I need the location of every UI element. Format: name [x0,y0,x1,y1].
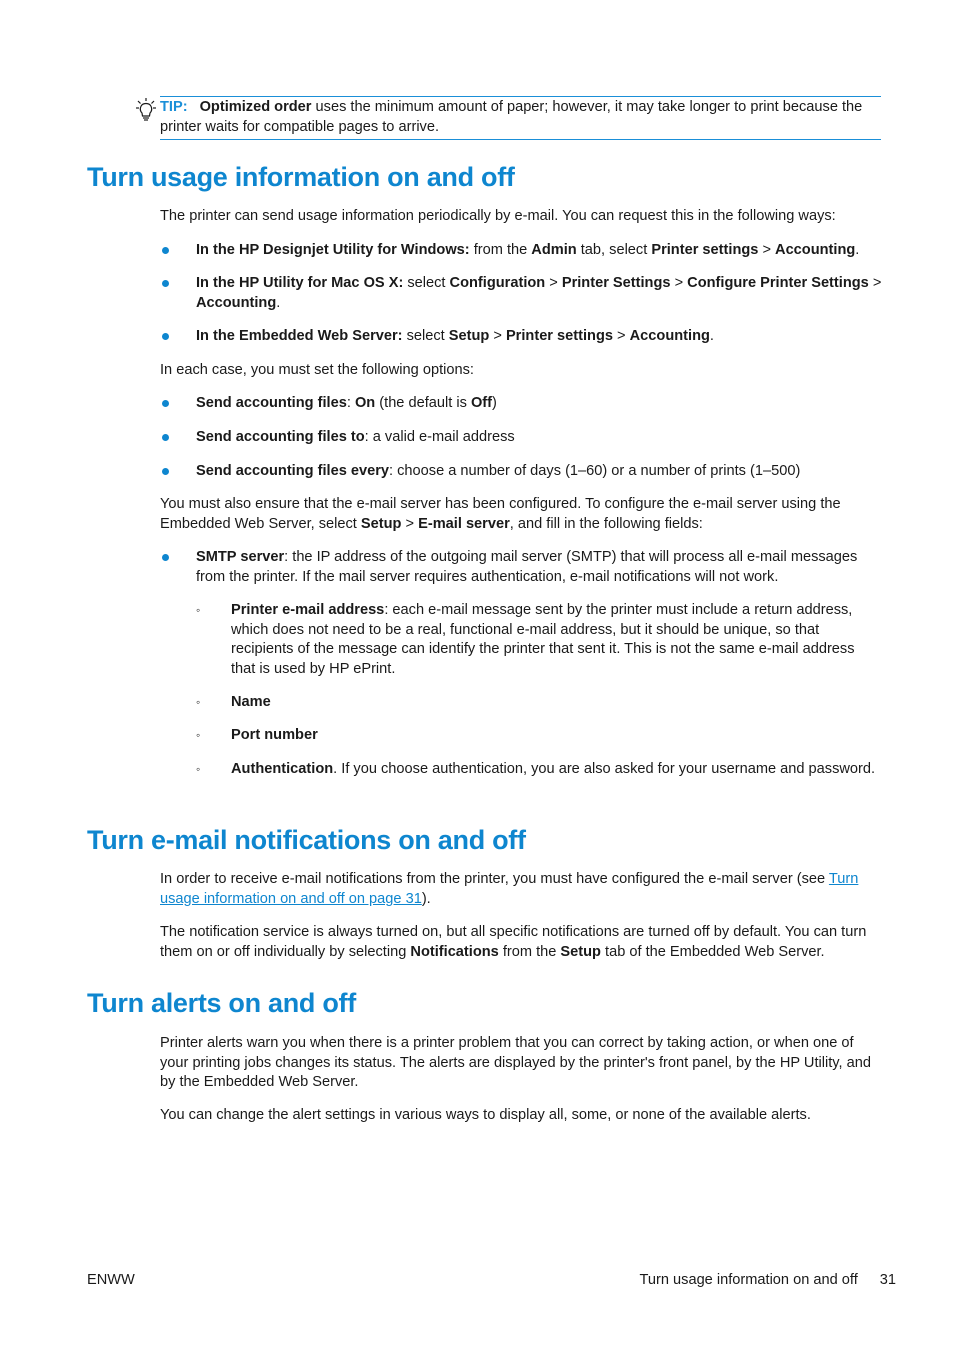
bold-run: Accounting [775,242,856,258]
option-item [196,394,886,414]
bold-run: Printer settings [505,328,613,344]
text-run: select [403,275,450,291]
bold-run: Admin [531,242,577,258]
text-run: . [709,328,714,344]
bold-run: Send accounting files every [196,463,390,479]
lightbulb-icon [136,97,156,123]
bullet-icon [162,434,169,441]
option-item [196,428,886,448]
bold-run: Setup [560,943,601,960]
option-item [196,462,886,482]
text-run: , and fill in the following fields: [509,515,703,532]
text-run: > [670,275,688,291]
bold-run: Setup [448,328,490,344]
subfield-item [231,693,881,713]
bold-run: In the HP Designjet Utility for Windows: [196,242,470,258]
tip-box [160,96,881,140]
heading-alerts: Turn alerts on and off [87,988,356,1018]
alerts-p1: Printer alerts warn you when there is a printer problem that you can correct by taking action, or when one of your printing jobs changes its status. The alerts are displayed by the printer's front panel, by the HP Utility, and by the Embedded Web Server. [160,1035,871,1090]
bullet-icon [162,333,169,340]
bullet-icon [162,280,169,287]
text-run: > [868,275,882,291]
text-run: . [855,242,860,258]
tip-bold: Optimized order [199,99,312,115]
usage-intro: The printer can send usage information periodically by e-mail. You can request this in the following ways: [160,208,836,224]
bold-run: On [354,395,376,411]
text-run: > [545,275,562,291]
circle-bullet-icon: ◦ [196,728,201,742]
bullet-icon [162,554,169,561]
email-p1-before: In order to receive e-mail notifications from the printer, you must have configured the e-mail server (see [160,871,829,887]
text-run: > [613,328,630,344]
text-run: ) [492,395,497,411]
text-run: > [489,328,506,344]
email-p1-after: ). [421,890,431,907]
text-run: tab of the Embedded Web Server. [600,943,825,960]
email-p1 [160,870,880,909]
text-run: : each e-mail message sent by the printer must include a return address, which does not need to be a real, functional e-mail address, but it should be unique, so that recipients of the message can identify the printer that sent it. This is not the same e-mail address that is used by HP ePrint. [231,602,855,677]
bold-run: Send accounting files [196,395,347,411]
bold-run: Configure Printer Settings [687,275,869,291]
bold-run: Port number [231,727,318,743]
server-intro [160,495,880,534]
bold-run: Authentication [231,761,334,777]
text-run: (the default is [375,395,471,411]
bold-run: In the Embedded Web Server: [196,328,403,344]
smtp-item [196,548,886,587]
email-p2 [160,923,880,962]
text-run: : the IP address of the outgoing mail server (SMTP) that will process all e-mail messages from the printer. If the mail server requires authentication, e-mail notifications will not work. [196,549,858,585]
heading-usage: Turn usage information on and off [87,162,515,192]
text-run: > [401,515,419,532]
bullet-icon [162,400,169,407]
text-run: > [758,242,776,258]
bullet-icon [162,468,169,475]
circle-bullet-icon: ◦ [196,762,201,776]
bold-run: Configuration [449,275,546,291]
subfield-item [231,760,881,780]
bold-run: Setup [360,515,402,532]
subfield-item [231,601,881,679]
bold-run: Name [231,694,271,710]
bullet-icon [162,247,169,254]
bold-run: Accounting [196,294,277,311]
text-run: The notification service is always turned on, but all specific notifications are turned off by default. You can turn them on or off individually by selecting [160,924,867,960]
way-item [196,327,886,347]
options-intro: In each case, you must set the following options: [160,362,474,378]
text-run: from the [498,943,561,960]
bold-run: Printer Settings [561,275,671,291]
bold-run: Notifications [410,943,499,960]
bold-run: SMTP server [196,549,285,565]
text-run: from the [469,242,532,258]
text-run: . [276,294,281,311]
cross-reference-link[interactable]: Turn usage information on and off on page 31 [160,871,859,907]
bold-run: In the HP Utility for Mac OS X: [196,275,404,291]
circle-bullet-icon: ◦ [196,603,201,617]
text-run: : a valid e-mail address [364,429,515,445]
way-item [196,274,886,313]
way-item [196,241,886,261]
text-run: You must also ensure that the e-mail server has been configured. To configure the e-mail server using the Embedded Web Server, select [160,496,841,532]
text-run: select [402,328,449,344]
tip-text: uses the minimum amount of paper; however, it may take longer to print because the printer waits for compatible pages to arrive. [160,99,863,135]
circle-bullet-icon: ◦ [196,695,201,709]
text-run: . If you choose authentication, you are also asked for your username and password. [333,761,876,777]
footer-right [640,1271,896,1290]
text-run: tab, select [576,242,652,258]
bold-run: E-mail server [418,515,510,532]
alerts-p2: You can change the alert settings in various ways to display all, some, or none of the available alerts. [160,1107,811,1123]
footer-left: ENWW [87,1272,135,1288]
bold-run: Accounting [629,328,710,344]
tip-label: TIP: [160,99,188,115]
footer-title: Turn usage information on and off [639,1272,858,1288]
text-run: : choose a number of days (1–60) or a number of prints (1–500) [389,463,801,479]
heading-email: Turn e-mail notifications on and off [87,825,526,855]
page-number: 31 [879,1272,896,1288]
bold-run: Printer settings [651,242,759,258]
bold-run: Send accounting files to [196,429,365,445]
text-run: : [346,395,355,411]
bold-run: Printer e-mail address [231,602,385,618]
bold-run: Off [470,395,493,411]
subfield-item [231,726,881,746]
